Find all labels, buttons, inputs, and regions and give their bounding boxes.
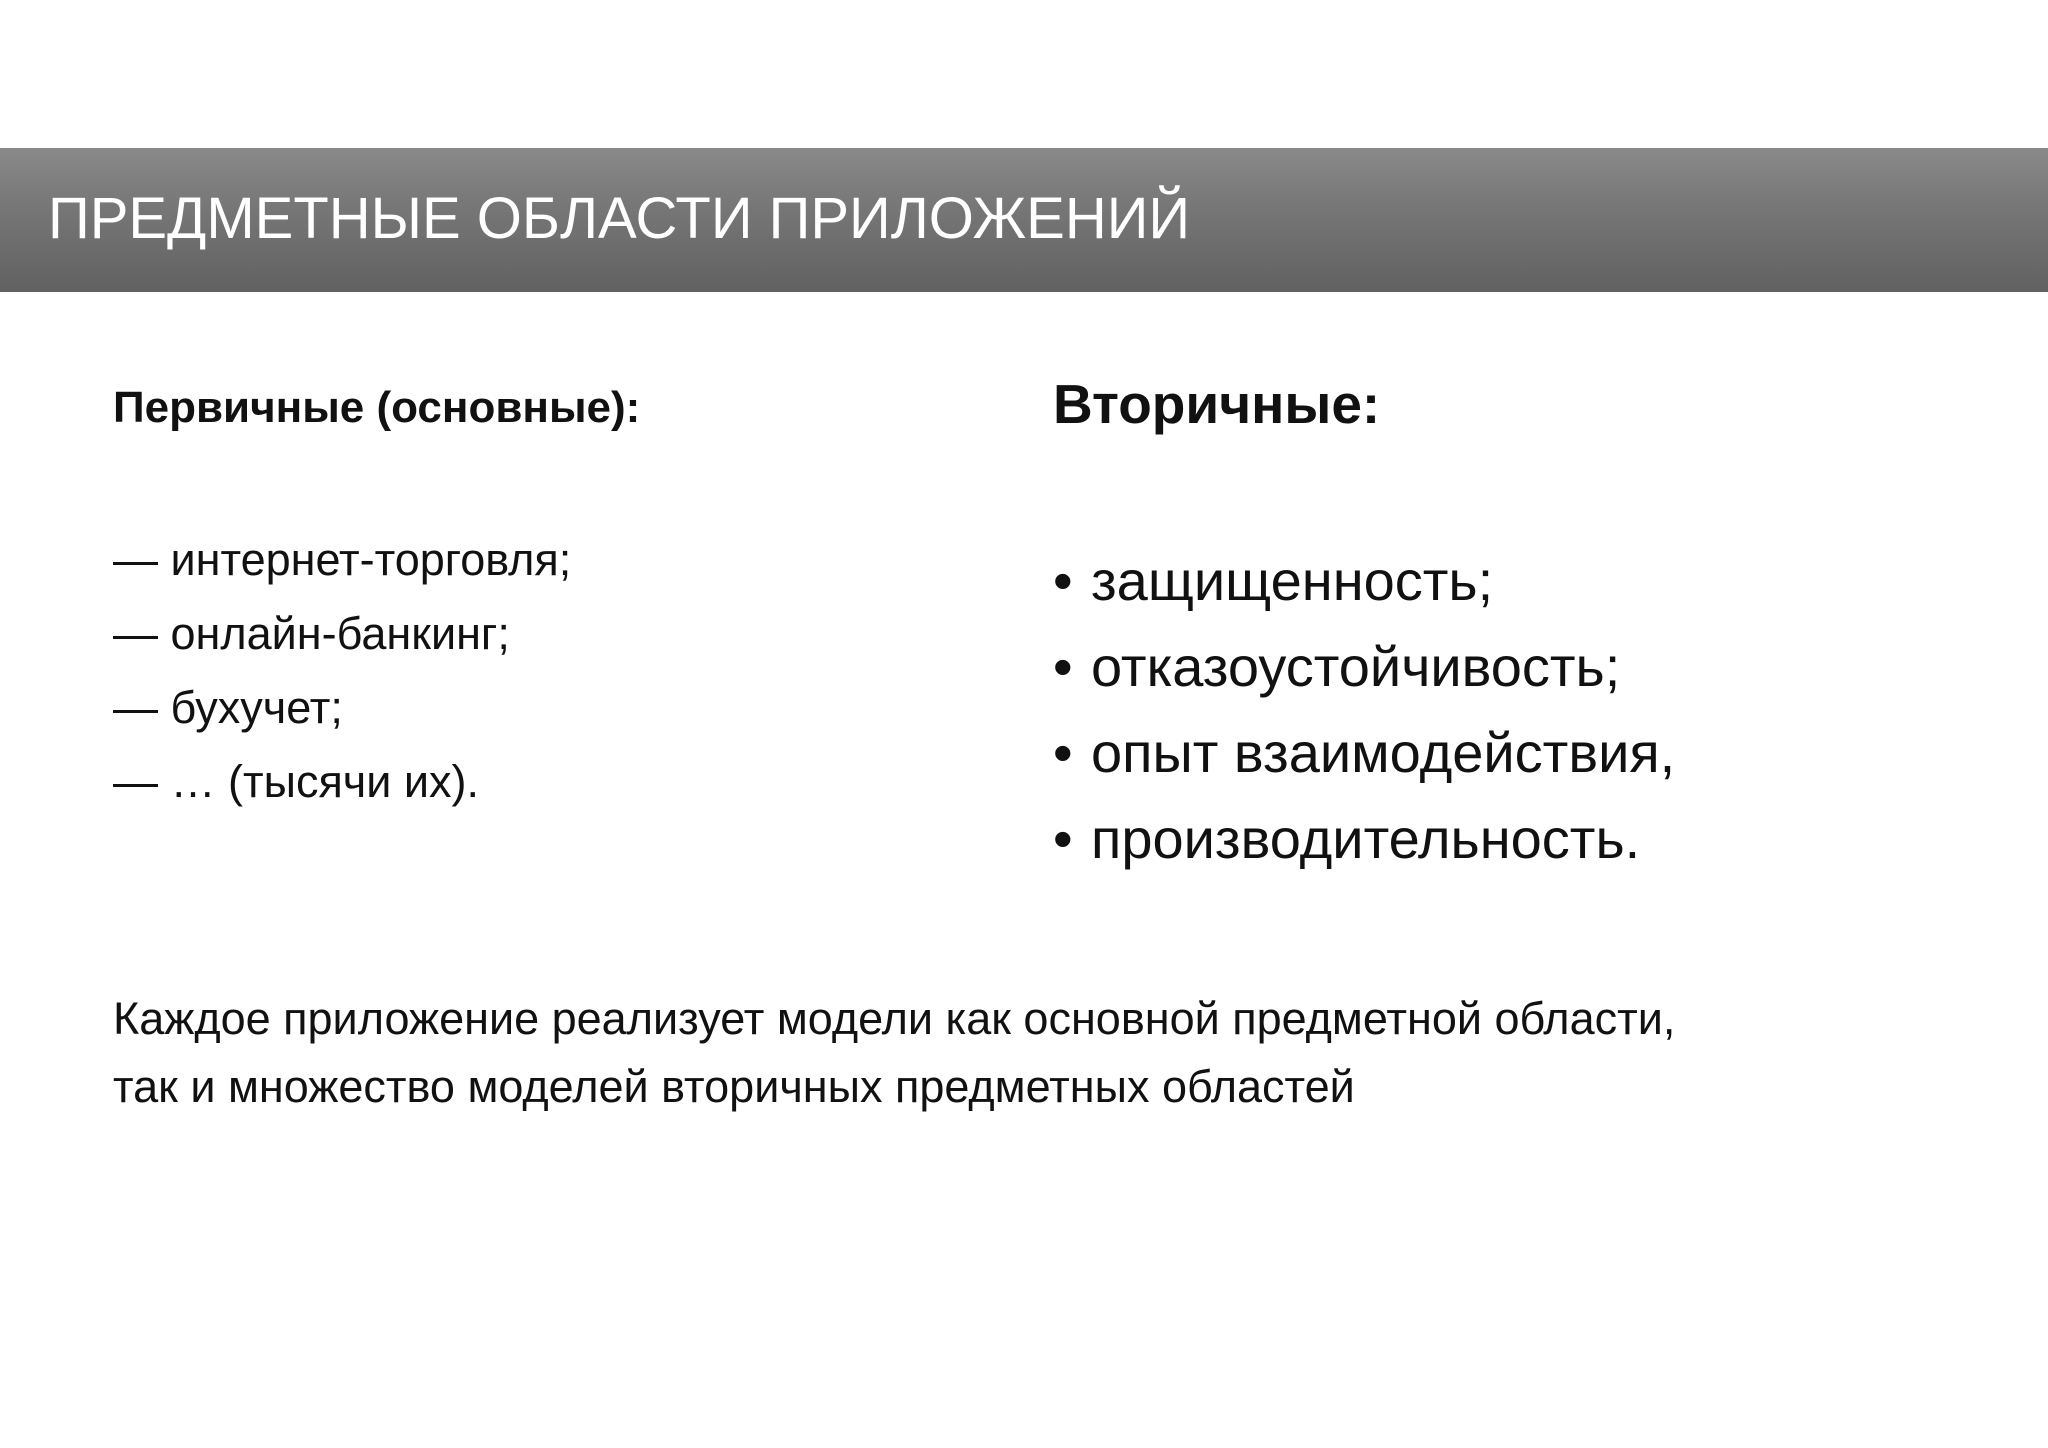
bullet-icon: • — [1053, 549, 1073, 612]
slide-title: ПРЕДМЕТНЫЕ ОБЛАСТИ ПРИЛОЖЕНИЙ — [48, 186, 1191, 251]
secondary-list — [1053, 538, 1675, 882]
primary-list-item: — … (тысячи их). — [113, 756, 480, 807]
secondary-list-item-text: отказоустойчивость; — [1091, 635, 1621, 698]
bullet-icon: • — [1053, 807, 1073, 870]
secondary-list-item — [1053, 710, 1675, 796]
bullet-icon: • — [1053, 721, 1073, 784]
summary-text — [113, 985, 1675, 1121]
summary-line: Каждое приложение реализует модели как основной предметной области, — [113, 993, 1676, 1044]
primary-heading: Первичные (основные): — [113, 383, 641, 432]
primary-list-item: — бухучет; — [113, 682, 343, 733]
primary-list — [113, 523, 571, 819]
secondary-list-item-text: опыт взаимодействия, — [1091, 721, 1676, 784]
secondary-list-item-text: производительность. — [1091, 807, 1641, 870]
primary-list-item: — онлайн-банкинг; — [113, 608, 510, 659]
secondary-list-item — [1053, 796, 1675, 882]
title-bar — [0, 148, 2048, 292]
secondary-heading: Вторичные: — [1053, 373, 1381, 435]
summary-line: так и множество моделей вторичных предметных областей — [113, 1061, 1355, 1112]
bullet-icon: • — [1053, 635, 1073, 698]
secondary-list-item — [1053, 624, 1675, 710]
secondary-list-item — [1053, 538, 1675, 624]
secondary-list-item-text: защищенность; — [1091, 549, 1494, 612]
primary-list-item: — интернет-торговля; — [113, 534, 572, 585]
